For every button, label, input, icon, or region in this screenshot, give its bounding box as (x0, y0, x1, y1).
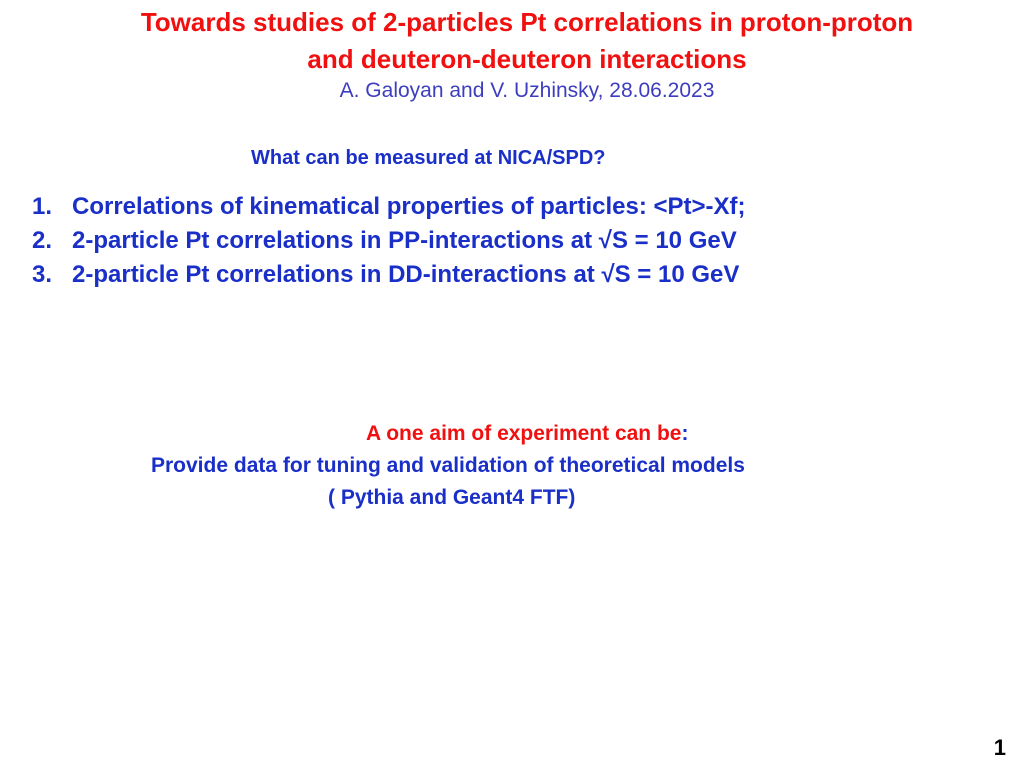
list-item (32, 258, 746, 292)
list-item (32, 190, 746, 224)
aim-heading (366, 420, 688, 448)
measurement-list (32, 190, 746, 292)
list-item-text: 2-particle Pt correlations in PP-interactions at √S = 10 GeV (72, 227, 737, 254)
list-item-number: 2. (32, 227, 53, 254)
list-item-number: 1. (32, 193, 53, 220)
aim-description: Provide data for tuning and validation of theoretical models (151, 454, 745, 477)
models-note: ( Pythia and Geant4 FTF) (328, 486, 576, 509)
list-item-number: 3. (32, 261, 53, 288)
title-line-1: Towards studies of 2-particles Pt correlations in proton-proton (140, 7, 914, 37)
list-item (32, 224, 746, 258)
list-item-text: 2-particle Pt correlations in DD-interactions at √S = 10 GeV (72, 261, 740, 288)
aim-label: A one aim of experiment can be (366, 422, 682, 445)
list-item-text: Correlations of kinematical properties of particles: <Pt>-Xf; (72, 193, 746, 220)
page-number: 1 (993, 735, 1006, 760)
slide-title (30, 4, 1024, 78)
section-question: What can be measured at NICA/SPD? (251, 147, 606, 169)
title-line-2: and deuteron-deuteron interactions (307, 44, 747, 74)
aim-colon: : (681, 422, 689, 445)
authors-line: A. Galoyan and V. Uzhinsky, 28.06.2023 (339, 79, 715, 102)
